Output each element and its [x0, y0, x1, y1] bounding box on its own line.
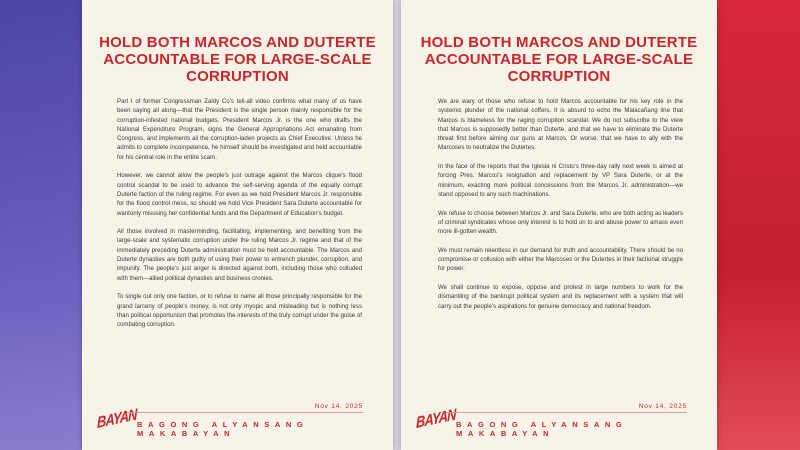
- statement-page-2: [401, 0, 717, 450]
- footer: [97, 403, 363, 439]
- divider: [446, 412, 687, 413]
- date: Nov 14, 2025: [314, 403, 363, 410]
- statement-body: [438, 97, 683, 320]
- bayan-logo: BAYAN: [416, 406, 456, 432]
- statement-page-1: [82, 0, 393, 450]
- divider: [127, 412, 363, 413]
- date: Nov 14, 2025: [638, 403, 687, 410]
- bayan-logo: BAYAN: [97, 406, 137, 432]
- background-right: [710, 0, 800, 450]
- organization-name: BAGONG ALYANSANG MAKABAYAN: [137, 420, 309, 438]
- organization-name: BAGONG ALYANSANG MAKABAYAN: [456, 420, 628, 438]
- paragraph: We shall continue to expose, oppose and protest in large numbers to work for the dismantling of the bankrupt political system and its replacement with a system that will carry out the people's aspirations for genuine democracy and national freedom.: [438, 283, 683, 310]
- paragraph: We refuse to choose between Marcos Jr. and Sara Duterte, who are both acting as leaders of criminal syndicates whose only interest is to hold on to and abuse power to amass even more ill-gotten wealth.: [438, 209, 683, 236]
- page-title: HOLD BOTH MARCOS AND DUTERTE ACCOUNTABLE FOR LARGE-SCALE CORRUPTION: [420, 34, 698, 85]
- footer: [416, 403, 687, 439]
- paragraph: To single out only one faction, or to refuse to name all those principally responsible for the grand larceny of people's money, is not only myopic and misleading but is nothing less than political opportunism that promotes the interests of the truly corrupt under the guise of combating corruption.: [117, 293, 362, 329]
- page-title: HOLD BOTH MARCOS AND DUTERTE ACCOUNTABLE FOR LARGE-SCALE CORRUPTION: [99, 34, 376, 85]
- paragraph: However, we cannot allow the people's just outrage against the Marcos clique's flood control scandal to be used to advance the self-serving agenda of the equally corrupt Duterte faction of the ruling regime. For even as we hold President Marcos Jr. responsible for the flood control mess, so should we hold Vice President Sara Duterte accountable for wantonly misusing her confidential funds and the Department of Education's budget.: [117, 172, 362, 217]
- paragraph: We must remain relentless in our demand for truth and accountability. There should be no compromise or collusion with either the Marcoses or the Dutertes in their factional struggle for power.: [438, 246, 683, 273]
- paragraph: In the face of the reports that the Iglesia ni Cristo's three-day rally next week is aimed at forcing Pres. Marcos's resignation and replacement by VP Sara Duterte, or at the minimum, exacting more political concessions from the Marcos Jr. administration—we stand opposed to any such machinations.: [438, 163, 683, 198]
- background-left: [0, 0, 90, 450]
- paragraph: We are wary of those who refuse to hold Marcos accountable for his key role in the systemic plunder of the national coffers. It is absurd to echo the Malacañang line that Marcos is blameless for the raging corruption scandal. We do not subscribe to the view that Marcos is supposedly better than Duterte, and that we have to eliminate the Duterte threat first before aiming our guns at Marcos. Or worse, that we have to ally with the Marcoses to neutralize the Dutertes.: [438, 98, 683, 152]
- statement-body: [117, 97, 362, 339]
- paragraph: All those involved in masterminding, facilitating, implementing, and benefiting from the large-scale and systematic corruption under the ruling Marcos Jr. regime and that of the immediately preceding Duterte administration must be held accountable. The Marcos and Duterte dynasties are both guilty of using their power to entrench plunder, corruption, and impunity. The people's just anger is directed against both, including those who colluded with them—allied political dynasties and business cronies.: [117, 228, 362, 282]
- paragraph: Part I of former Congressman Zaldy Co's tell-all video confirms what many of us have been saying all along—that the President is the single person mainly responsible for the corruption-infested national budgets. President Marcos Jr. is the one who drafts the National Expenditure Program, signs the General Appropriations Act emanating from Congress, and implements all the corruption-laden projects as Chief Executive. Unless he admits to complete incompetence, he himself should be investigated and held accountable for his central role in the entire scam.: [117, 98, 362, 161]
